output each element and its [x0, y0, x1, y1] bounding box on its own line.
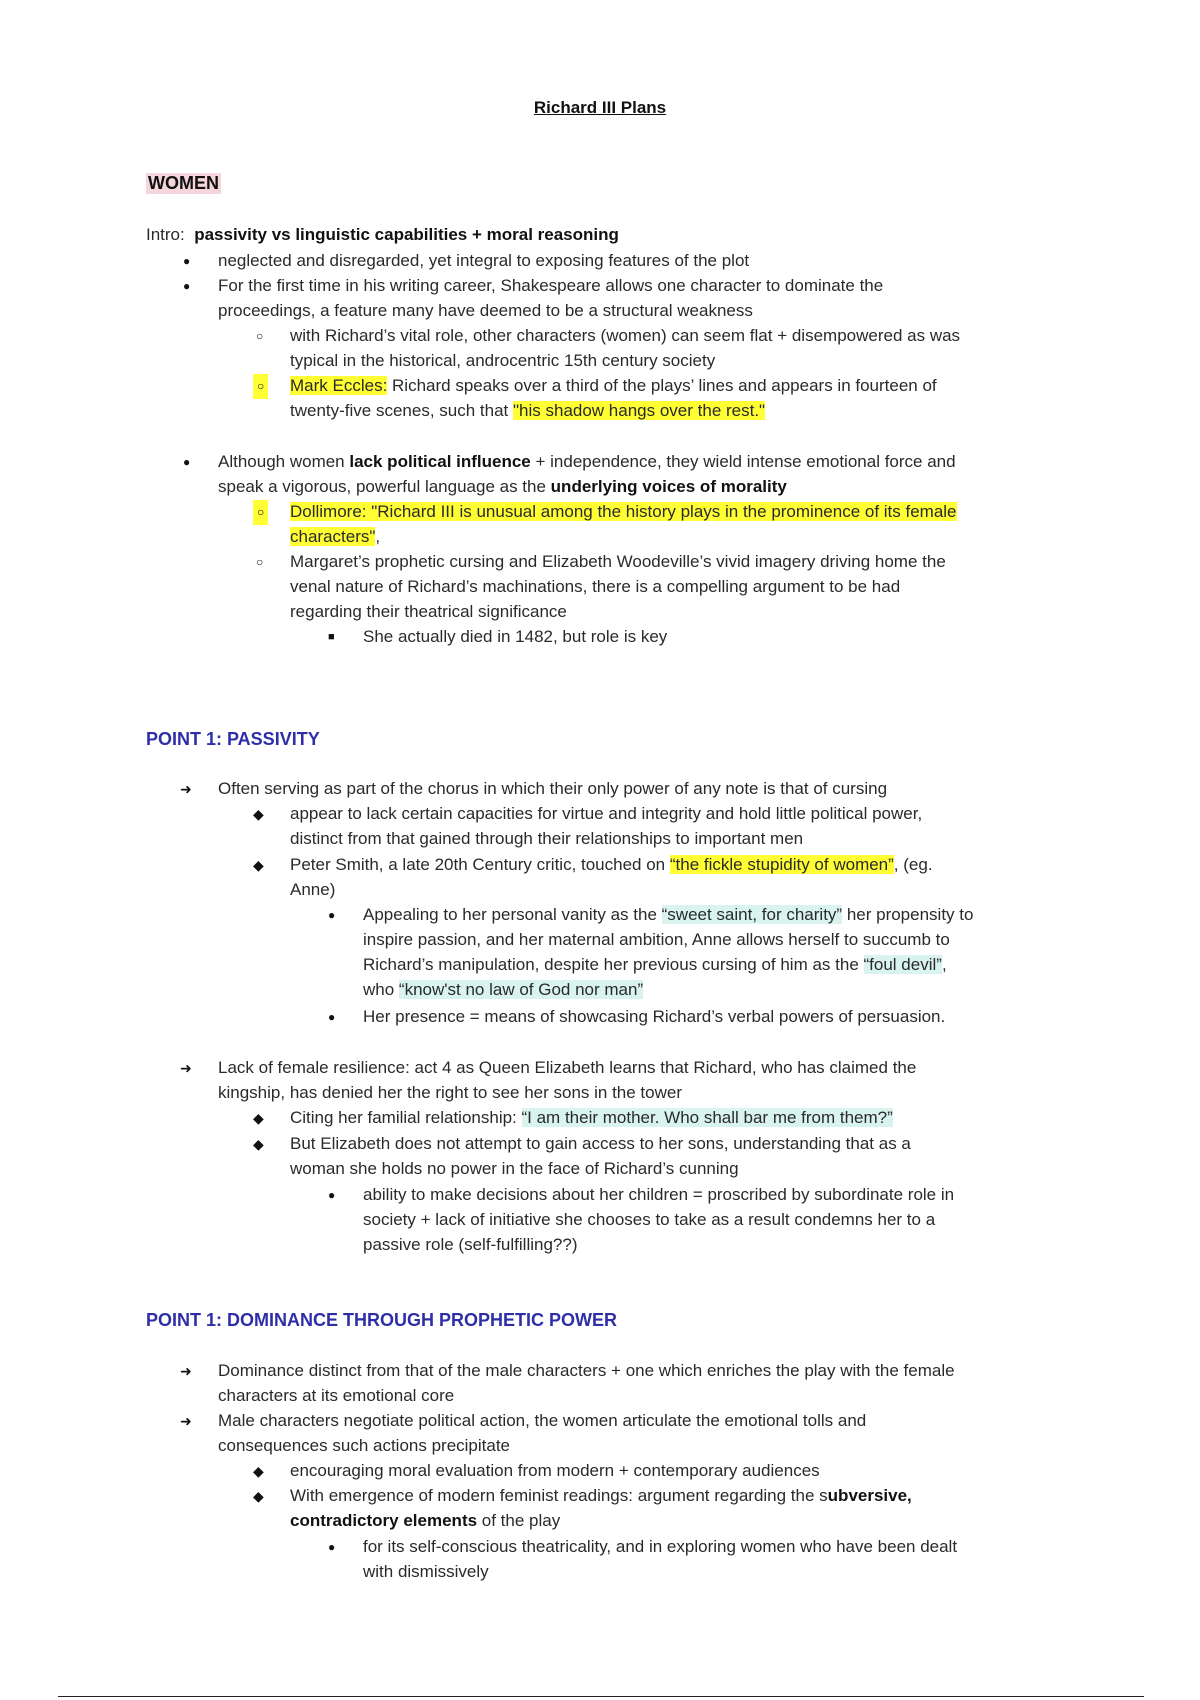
intro-line: Intro: passivity vs linguistic capabilities + moral reasoning	[146, 225, 619, 244]
list-item: Although women lack political influence + independence, they wield intense emotional force and speak a vigorous, powerful language as the underlying voices of morality	[218, 452, 956, 496]
bullet-dot-icon: ●	[183, 254, 191, 268]
list-item: Lack of female resilience: act 4 as Queen Elizabeth learns that Richard, who has claimed the kingship, has denied her the right to see her sons in the tower	[218, 1058, 917, 1102]
diamond-icon: ◆	[253, 806, 264, 822]
section-heading-prophetic-power: POINT 1: DOMINANCE THROUGH PROPHETIC POWER	[146, 1310, 618, 1330]
diamond-icon: ◆	[253, 1463, 264, 1479]
arrow-icon: ➜	[180, 1413, 192, 1429]
bullet-dot-icon: ●	[328, 1010, 336, 1024]
diamond-icon: ◆	[253, 857, 264, 873]
list-item: appear to lack certain capacities for virtue and integrity and hold little political power, distinct from that gained through their relationships to important men	[290, 804, 923, 848]
section-heading-passivity: POINT 1: PASSIVITY	[146, 729, 320, 749]
list-item: Citing her familial relationship: “I am their mother. Who shall bar me from them?”	[290, 1108, 893, 1127]
diamond-icon: ◆	[253, 1110, 264, 1126]
list-item: But Elizabeth does not attempt to gain access to her sons, understanding that as a woman she holds no power in the face of Richard’s cunning	[290, 1134, 911, 1178]
list-item: For the first time in his writing career, Shakespeare allows one character to dominate the proceedings, a feature many have deemed to be a structural weakness	[218, 276, 884, 320]
list-item: Peter Smith, a late 20th Century critic, touched on “the fickle stupidity of women”, (eg. Anne)	[290, 855, 933, 899]
list-item: ability to make decisions about her children = proscribed by subordinate role in society + lack of initiative she chooses to take as a result condemns her to a passive role (self-fulfilling??)	[363, 1185, 955, 1254]
diamond-icon: ◆	[253, 1136, 264, 1152]
page-title: Richard III Plans	[533, 98, 667, 117]
bullet-dot-icon: ●	[328, 1188, 336, 1202]
list-item: Her presence = means of showcasing Richard’s verbal powers of persuasion.	[363, 1007, 946, 1026]
section-heading-women: WOMEN	[148, 173, 219, 193]
list-item: Dominance distinct from that of the male characters + one which enriches the play with the female characters at its emotional core	[218, 1361, 955, 1405]
bullet-dot-icon: ●	[328, 1540, 336, 1554]
bullet-circle-icon: ○	[256, 329, 264, 343]
arrow-icon: ➜	[180, 1060, 192, 1076]
bullet-dot-icon: ●	[328, 908, 336, 922]
list-item: With emergence of modern feminist readings: argument regarding the subversive, contradictory elements of the play	[290, 1486, 912, 1530]
diamond-icon: ◆	[253, 1488, 264, 1504]
page-footer-rule	[58, 1696, 1144, 1697]
arrow-icon: ➜	[180, 1363, 192, 1379]
bullet-circle-icon: ○	[253, 374, 268, 399]
arrow-icon: ➜	[180, 781, 192, 797]
list-item: Margaret’s prophetic cursing and Elizabeth Woodeville’s vivid imagery driving home the venal nature of Richard’s machinations, there is a compelling argument to be had regarding their theatrical significance	[290, 552, 946, 621]
list-item: Male characters negotiate political action, the women articulate the emotional tolls and consequences such actions precipitate	[218, 1411, 867, 1455]
list-item: Mark Eccles: Richard speaks over a third of the plays’ lines and appears in fourteen of twenty-five scenes, such that "his shadow hangs over the rest."	[290, 376, 937, 420]
list-item: for its self-conscious theatricality, and in exploring women who have been dealt with dismissively	[363, 1537, 958, 1581]
list-item: Appealing to her personal vanity as the “sweet saint, for charity” her propensity to inspire passion, and her maternal ambition, Anne allows herself to succumb to Richard’s manipulation, despite her previous cursing of him as the “foul devil”, who “know'st no law of God nor man”	[363, 905, 974, 999]
bullet-dot-icon: ●	[183, 279, 191, 293]
bullet-square-icon: ■	[328, 631, 335, 643]
bullet-circle-icon: ○	[256, 555, 264, 569]
list-item: She actually died in 1482, but role is key	[363, 627, 668, 646]
list-item: Often serving as part of the chorus in which their only power of any note is that of cursing	[218, 779, 888, 798]
list-item: neglected and disregarded, yet integral to exposing features of the plot	[218, 251, 750, 270]
list-item: with Richard’s vital role, other characters (women) can seem flat + disempowered as was typical in the historical, androcentric 15th century society	[290, 326, 961, 370]
bullet-dot-icon: ●	[183, 455, 191, 469]
list-item: encouraging moral evaluation from modern + contemporary audiences	[290, 1461, 820, 1480]
list-item: Dollimore: "Richard III is unusual among the history plays in the prominence of its female characters",	[290, 502, 957, 546]
bullet-circle-icon: ○	[253, 500, 268, 525]
